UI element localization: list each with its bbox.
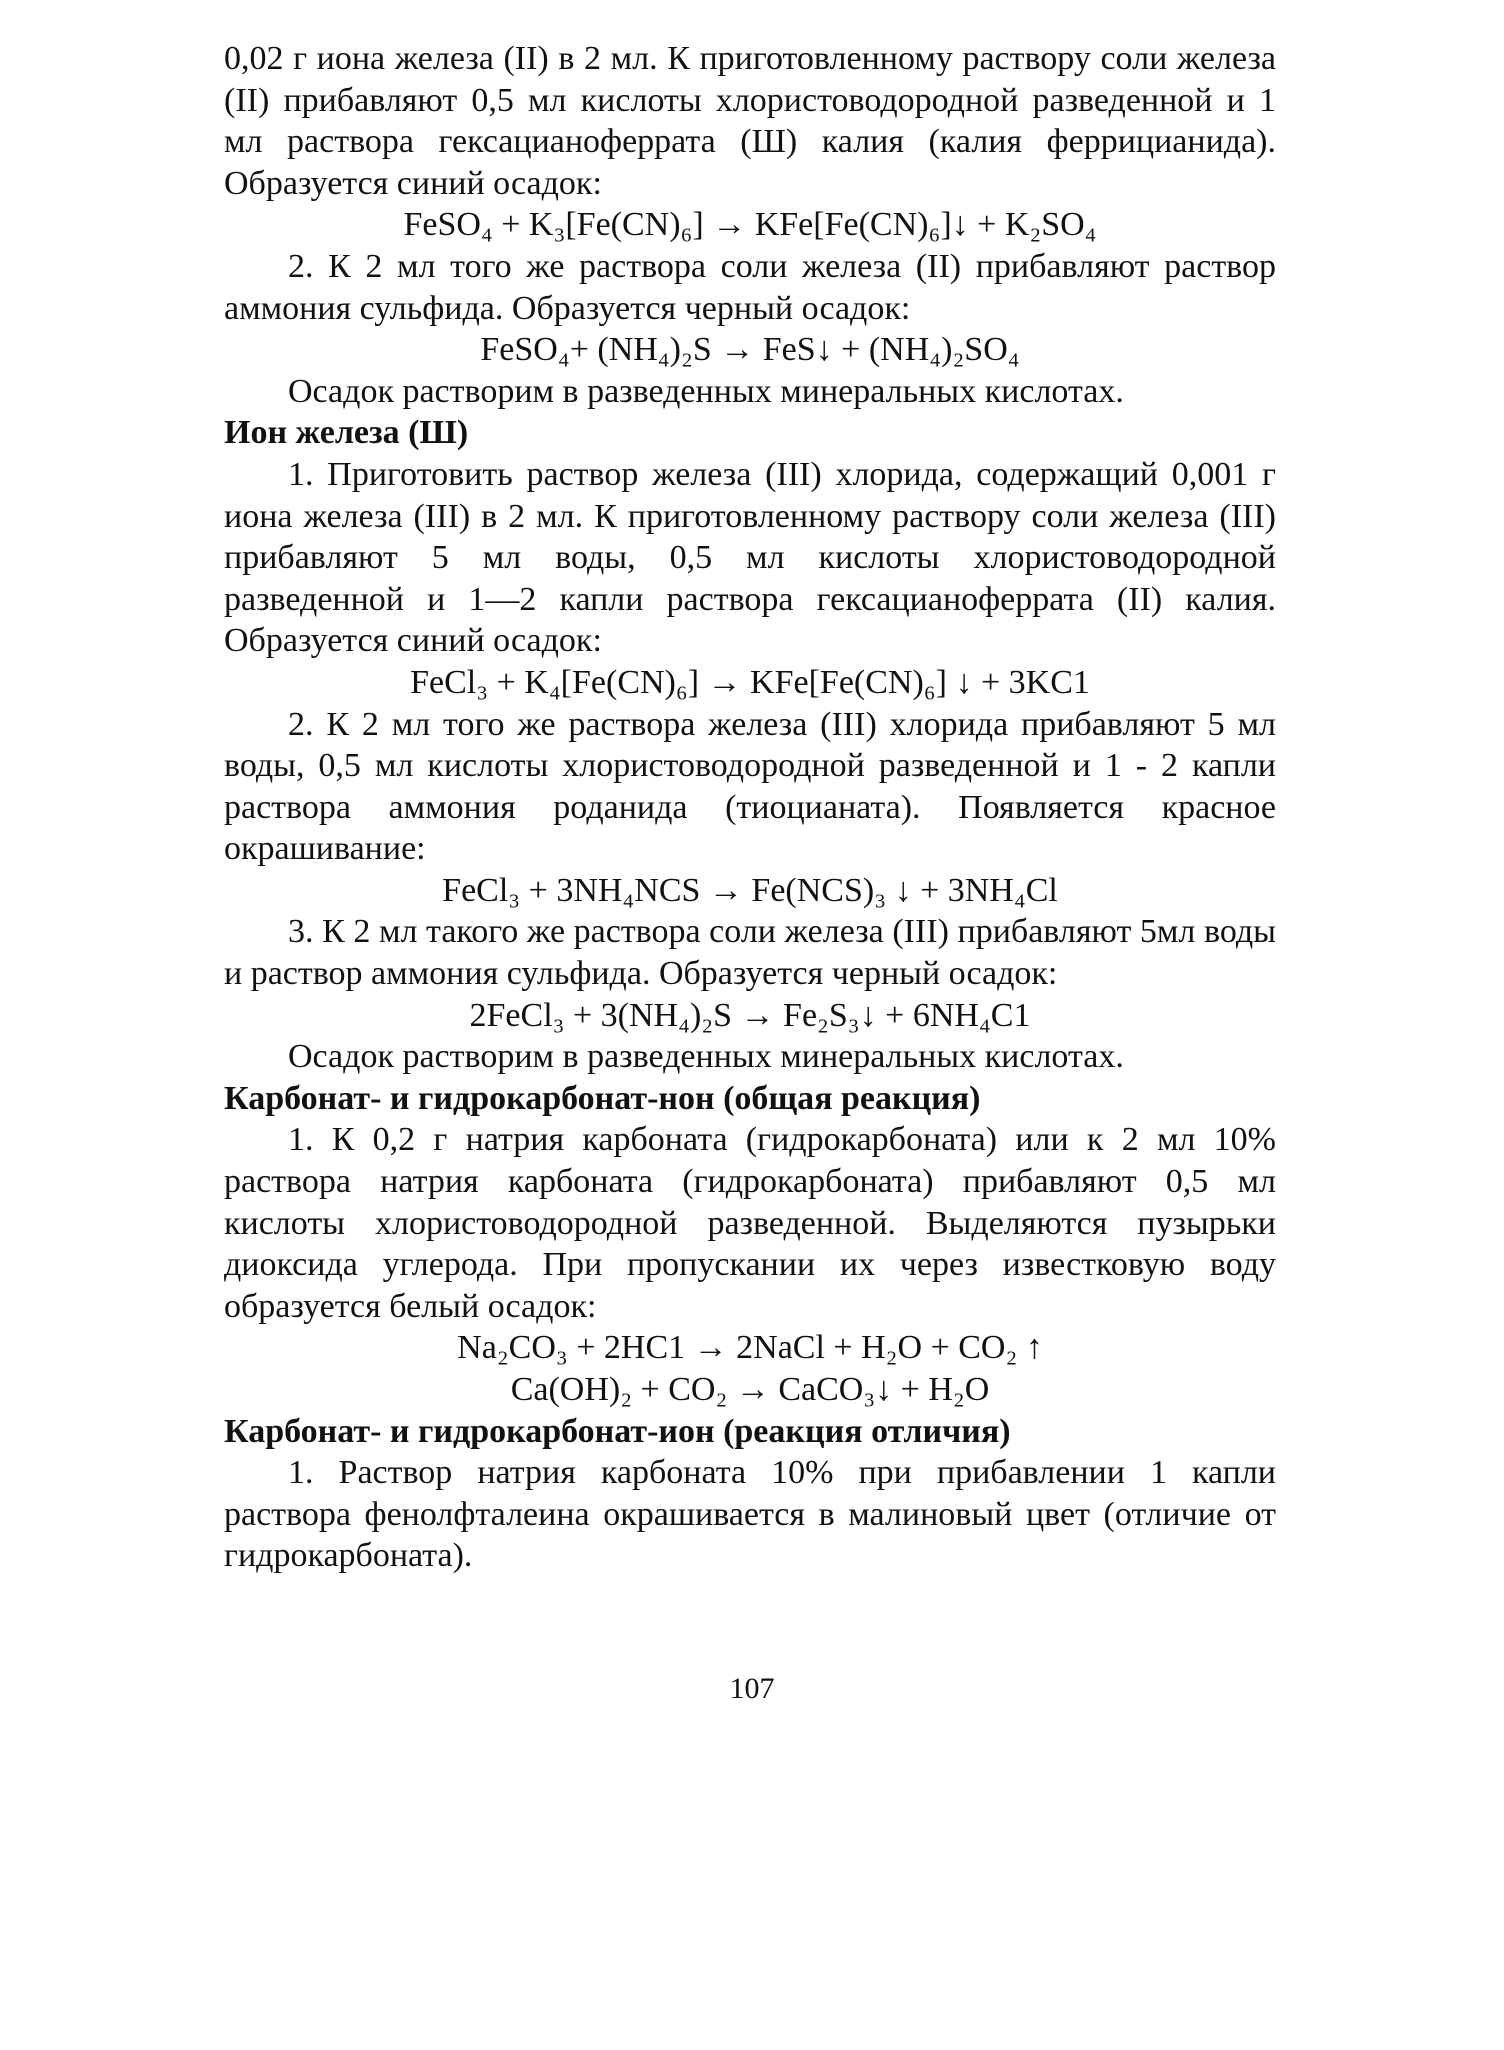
section-heading: Ион железа (Ш) — [224, 414, 469, 452]
equation: FeCl₃ + K₄[Fe(CN)₆] → KFe[Fe(CN)₆] ↓ + 3KC1 — [410, 663, 1090, 701]
equation: Ca(OH)₂ + CO₂ → CaCO₃↓ + H₂O — [510, 1371, 990, 1408]
paragraph: 1. К 0,2 г натрия карбоната (гидрокарбоната) или к 2 мл 10% раствора натрия карбоната (гидрокарбоната) прибавляют 0,5 мл кислоты хлористоводородной разведенной. Выделяются пузырьки диоксида углерода. При пропускании их через известковую воду образуется белый осадок: — [224, 1121, 1276, 1325]
paragraph: 2. К 2 мл того же раствора соли железа (II) прибавляют раствор аммония сульфида. Образуется черный осадок: — [224, 247, 1276, 327]
paragraph: 1. Раствор натрия карбоната 10% при прибавлении 1 капли раствора фенолфталеина окрашивается в малиновый цвет (отличие от гидрокарбоната). — [224, 1454, 1276, 1575]
equation: FeCl₃ + 3NH₄NCS → Fe(NCS)₃ ↓ + 3NH₄Cl — [442, 871, 1058, 909]
paragraph: 1. Приготовить раствор железа (III) хлорида, содержащий 0,001 г иона железа (III) в 2 мл. К приготовленному раствору соли железа (III) прибавляют 5 мл воды, 0,5 мл кислоты хлористоводородной разведенной и 1—2 капли раствора гексацианоферрата (II) калия. Образуется синий осадок: — [224, 455, 1276, 660]
paragraph: 0,02 г иона железа (II) в 2 мл. К приготовленному раствору соли железа (II) прибавляют 0,5 мл кислоты хлористоводородной разведенной и 1 мл раствора гексацианоферрата (Ш) калия (калия феррицианида). Образуется синий осадок: — [224, 40, 1276, 202]
paragraph: Осадок растворим в разведенных минеральных кислотах. — [288, 372, 1124, 410]
paragraph: Осадок растворим в разведенных минеральных кислотах. — [288, 1038, 1124, 1076]
paragraph: 2. К 2 мл того же раствора железа (III) хлорида прибавляют 5 мл воды, 0,5 мл кислоты хлористоводородной разведенной и 1 - 2 капли раствора аммония роданида (тиоцианата). Появляется красное окрашивание: — [224, 705, 1276, 868]
equation: FeSO₄ + K₃[Fe(CN)₆] → KFe[Fe(CN)₆]↓ + K₂SO₄ — [403, 206, 1097, 244]
page-number: 107 — [729, 1672, 775, 1705]
equation: FeSO₄+ (NH₄)₂S → FeS↓ + (NH₄)₂SO₄ — [480, 331, 1020, 369]
section-heading: Карбонат- и гидрокарбонат-ион (реакция отличия) — [224, 1412, 1011, 1450]
equation: Na₂CO₃ + 2HC1 → 2NaCl + H₂O + CO₂ ↑ — [457, 1329, 1043, 1367]
equation: 2FeCl₃ + 3(NH₄)₂S → Fe₂S₃↓ + 6NH₄C1 — [469, 996, 1031, 1034]
section-heading: Карбонат- и гидрокарбонат-нон (общая реакция) — [224, 1079, 981, 1117]
paragraph: 3. К 2 мл такого же раствора соли железа (III) прибавляют 5мл воды и раствор аммония сульфида. Образуется черный осадок: — [224, 913, 1276, 993]
page-body — [224, 38, 1276, 1577]
